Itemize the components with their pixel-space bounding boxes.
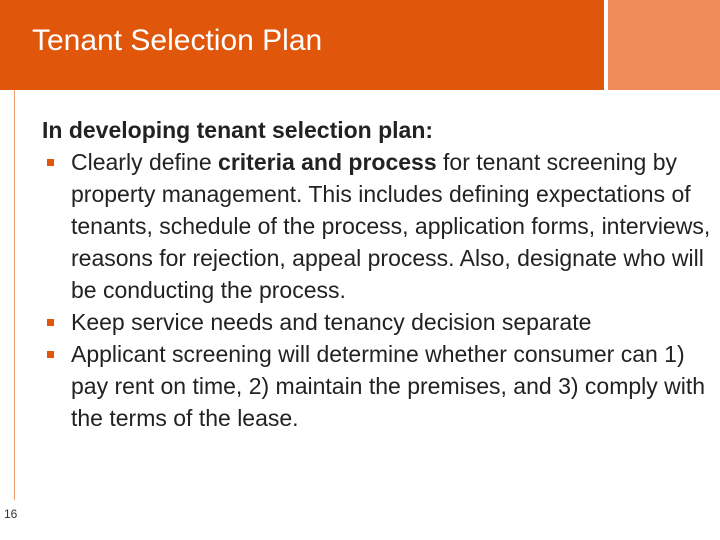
square-bullet-icon — [47, 319, 54, 326]
bullet-list — [42, 146, 712, 434]
slide-title: Tenant Selection Plan — [32, 24, 323, 57]
page-number: 16 — [4, 507, 18, 521]
bullet-text: Applicant screening will determine whether consumer can 1) pay rent on time, 2) maintain the premises, and 3) comply with the terms of the lease. — [71, 341, 706, 431]
bullet-item-criteria — [42, 146, 712, 306]
left-divider — [14, 90, 15, 500]
square-bullet-icon — [47, 351, 54, 358]
bullet-text: Keep service needs and tenancy decision separate — [71, 309, 592, 335]
bullet-text: Clearly define — [71, 149, 219, 175]
slide-body — [42, 114, 712, 434]
bullet-item-separate — [42, 306, 712, 338]
intro-text: In developing tenant selection plan: — [42, 117, 434, 143]
square-bullet-icon — [47, 159, 54, 166]
title-accent-block — [608, 0, 720, 90]
title-bar — [0, 0, 604, 90]
bullet-bold-text: criteria and process — [218, 149, 437, 175]
bullet-text: for tenant screening by property management. This includes defining expectations of tenants, schedule of the process, application forms, interviews, reasons for rejection, appeal process. Also, designate who will be conducting the process. — [71, 149, 711, 303]
bullet-item-screening — [42, 338, 712, 434]
